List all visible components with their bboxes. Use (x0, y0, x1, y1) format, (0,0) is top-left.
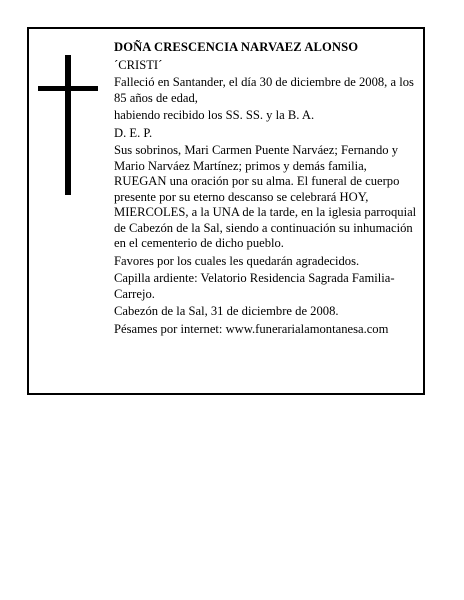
sacraments-line: habiendo recibido los SS. SS. y la B. A. (114, 108, 315, 122)
obituary-text (114, 40, 420, 339)
family-request: Sus sobrinos, Mari Carmen Puente Narváez; Fernando y Mario Narváez Martínez; primos y demás familia, RUEGAN una oración por su alma. El funeral de cuerpo presente por su eterno descanso se celebrará HOY, MIERCOLES, a la UNA de la tarde, en la iglesia parroquial de Cabezón de la Sal, siendo a continuación su inhumación en el cementerio de dicho pueblo. (114, 143, 417, 250)
deceased-name: DOÑA CRESCENCIA NARVAEZ ALONSO (114, 40, 359, 54)
thanks-line: Favores por los cuales les quedarán agradecidos. (114, 253, 360, 268)
death-info: Falleció en Santander, el día 30 de diciembre de 2008, a los 85 años de edad, (114, 75, 414, 105)
latin-cross-icon (38, 55, 98, 195)
cross-horizontal-bar (38, 86, 98, 91)
rip-line: D. E. P. (114, 125, 153, 140)
place-date-line: Cabezón de la Sal, 31 de diciembre de 2008. (114, 304, 339, 318)
cross-vertical-bar (65, 55, 71, 195)
chapel-line: Capilla ardiente: Velatorio Residencia Sagrada Familia-Carrejo. (114, 271, 395, 301)
nickname: ´CRISTI´ (114, 57, 163, 72)
condolences-line: Pésames por internet: www.funerarialamontanesa.com (114, 321, 389, 336)
